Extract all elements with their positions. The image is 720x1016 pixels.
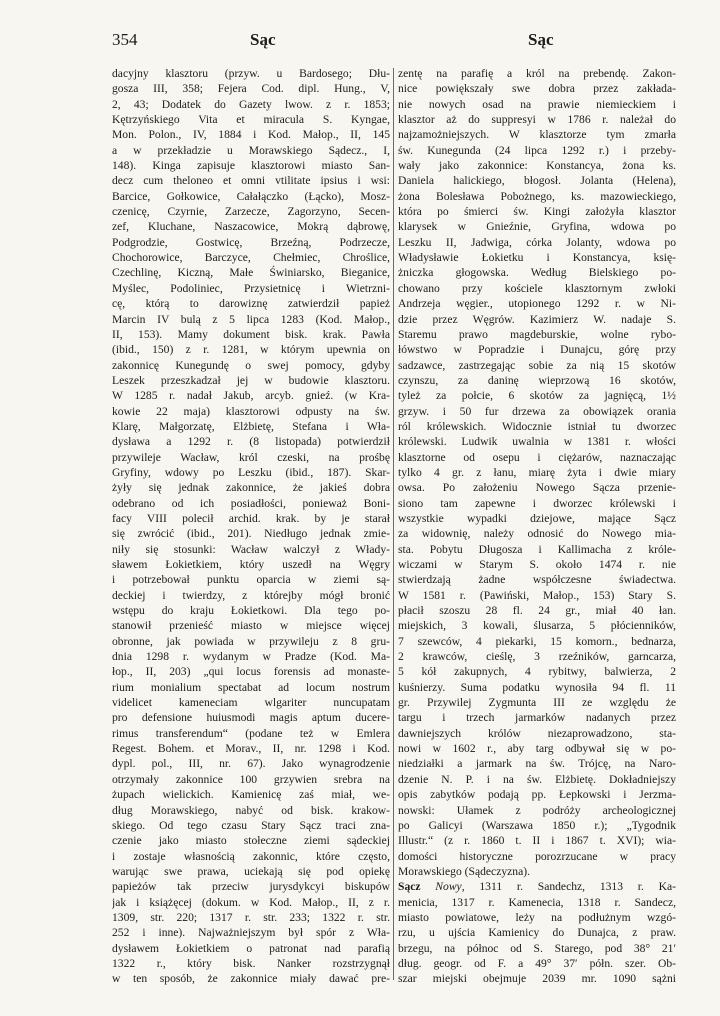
text-line: Regest. Bohem. et Morav., II, nr. 1298 i Kod.	[112, 742, 390, 756]
entry-headword: Sącz	[398, 880, 421, 894]
text-line: klasztor aż do suppresyi w 1786 r. należał do	[398, 113, 676, 127]
text-line: niły się stosunki: Wacław walczył z Włady-	[112, 542, 390, 556]
text-line: Barcice, Gołkowice, Całałączko (Łącko), Mosz-	[112, 189, 390, 203]
text-line: Władysławie Łokietku i Konstancya, księ-	[398, 251, 676, 265]
text-line: Daniela halickiego, błogosł. Jolanta (Helena),	[398, 174, 676, 188]
text-line: Staremu prawo magdeburskie, wolne rybo-	[398, 327, 676, 341]
text-line: po Galicyi (Warszawa 1850 r.); „Tygodnik	[398, 818, 676, 832]
text-line: obronne, jak powiada w przywileju z 8 gru-	[112, 634, 390, 648]
text-line: Mon. Polon., IV, 1884 i Kod. Małop., II, 145	[112, 128, 390, 142]
text-line: kuśnierzy. Suma podatku wynosiła 94 fl. 11	[398, 680, 676, 694]
entry-subtitle: Nowy	[435, 880, 462, 894]
text-line: deckiej i twierdzy, z którejby mógł bronić	[112, 588, 390, 602]
text-line: dysława a 1292 r. (8 listopada) potwierdził	[112, 435, 390, 449]
left-column-text	[112, 66, 390, 1006]
text-line: zef, Kluchane, Naszacowice, Mokrą dąbrowę,	[112, 220, 390, 234]
text-line: Myślec, Podoliniec, Przysietnicę i Wietrzni-	[112, 281, 390, 295]
text-line: W 1581 r. (Pawiński, Małop., 153) Stary S.	[398, 588, 676, 602]
text-line: klarysek w Gnieźnie, Gryfina, wdowa po	[398, 220, 676, 234]
text-line: Podgrodzie, Gostwicę, Brzeźną, Podrzecze,	[112, 235, 390, 249]
text-line: dysławem Łokietkiem o patronat nad parafią	[112, 941, 390, 955]
text-line: owsa. Po założeniu Nowego Sącza przenie-	[398, 481, 676, 495]
text-line: facy VIII polecił archid. krak. by je starał	[112, 511, 390, 525]
text-line: odebrano od ich posiadłości, ponieważ Boni-	[112, 496, 390, 510]
text-line: najzamożniejszych. W klasztorze tym zmarła	[398, 128, 676, 142]
text-line: żupach wielickich. Kamienicę zaś miał, we-	[112, 788, 390, 802]
text-line: Chochorowice, Barczyce, Chełmiec, Chroślice,	[112, 251, 390, 265]
text-line: szar miejski obejmuje 2039 mr. 1090 sążni	[398, 972, 676, 986]
text-line: domości historyczne porozrzucane w pracy	[398, 849, 676, 863]
text-line: królewski. Ludwik uwalnia w 1381 r. włości	[398, 435, 676, 449]
text-line: w ten sposób, że zakonnice miały dawać pre-	[112, 972, 390, 986]
text-line: Kętrzyńskiego Vita et miracula S. Kyngae,	[112, 113, 390, 127]
text-line: a w przekładzie u Morawskiego Sądecz., I,	[112, 143, 390, 157]
text-line: czenicę, Czyrnie, Zarzecze, Zagorzyno, Secen-	[112, 205, 390, 219]
text-line: wały jako zakonnice: Konstancya, żona ks.	[398, 159, 676, 173]
text-line: Klarę, Małgorzatę, Elżbietę, Stefana i Wła-	[112, 419, 390, 433]
text-line: gosza III, 358; Fejera Cod. dipl. Hung., V,	[112, 82, 390, 96]
text-line: brzegu, na północ od S. Starego, pod 38° 21′	[398, 941, 676, 955]
text-line: 2, 43; Dodatek do Gazety lwow. z r. 1853;	[112, 97, 390, 111]
text-line: wszystkie wypadki dziejowe, mające Sącz	[398, 511, 676, 525]
page-number: 354	[112, 30, 138, 49]
text-line: stwierdzają żadne współczesne świadectwa.	[398, 573, 676, 587]
text-line: dzie przez Węgrów. Kazimierz W. nadaje S.	[398, 312, 676, 326]
text-line: targu i trzech jarmarków nadanych przez	[398, 711, 676, 725]
text-line: Marcin IV bulą z 5 lipca 1283 (Kod. Małop.,	[112, 312, 390, 326]
text-line: żona Bolesława Pobożnego, ks. mazowieckiego,	[398, 189, 676, 203]
text-line: dacyjny klasztoru (przyw. u Bardosego; Dłu-	[112, 67, 390, 80]
text-line: Leszku II, Jadwiga, córka Jolanty, wdowa po	[398, 235, 676, 249]
text-line: za widownię, należy odnosić do Nowego mia-	[398, 527, 676, 541]
text-line: skiego. Od tego czasu Stary Sącz traci zna-	[112, 818, 390, 832]
text-line: czynszu, za daninę wieprzową 16 skotów,	[398, 373, 676, 387]
text-line: 1309, str. 220; 1317 r. str. 233; 1322 r. str.	[112, 910, 390, 924]
text-line: rimus transferendum“ (podane też w Emlera	[112, 726, 390, 740]
text-line: Gryfiny, wdowy po Leszku (ibid., 187). Skar-	[112, 465, 390, 479]
running-title-left: Sąc	[250, 30, 276, 49]
text-line: cę, którą to darowiznę zatwierdził papież	[112, 297, 390, 311]
text-line: menicia, 1317 r. Kamenecia, 1318 r. Sandecz,	[398, 895, 676, 909]
text-line: 7 szewców, 4 piekarki, 15 komorn., bednarza,	[398, 634, 676, 648]
text-line: nowi w 1602 r., aby targ odbywał się w po-	[398, 742, 676, 756]
text-line: Leszek przeszkadzał jej w budowie klasztoru.	[112, 373, 390, 387]
text-line: Andrzeja węgier., utopionego 1292 r. w Ni-	[398, 297, 676, 311]
text-line: św. Kunegunda (24 lipca 1292 r.) i przeby-	[398, 143, 676, 157]
text-line: i potrzebował punktu oparcia w ziemi są-	[112, 573, 390, 587]
text-line: wiczami w Starym S. około 1474 r. nie	[398, 558, 676, 571]
text-line: videlicet kameneciam wlgariter nuncupatam	[112, 696, 390, 710]
text-line: żniczka głogowska. Według Bielskiego po-	[398, 266, 676, 280]
text-line: 1322 r., który bisk. Nanker rozstrzygnął	[112, 956, 390, 970]
text-line: dawniejszych królów niezaprowadzono, sta-	[398, 726, 676, 740]
text-line: opis zabytków podają pp. Łepkowski i Jerzma-	[398, 788, 676, 802]
text-line: dług. geogr. od F. a 49° 37′ półn. szer. Ob-	[398, 956, 676, 970]
text-line: rzu, u ujścia Kamienicy do Dunajca, z praw.	[398, 926, 676, 940]
right-column-text	[398, 66, 676, 1006]
text-line: niedziałki a jarmark na św. Trójcę, na Naro-	[398, 757, 676, 771]
text-line: która po śmierci św. Kingi założyła klasztor	[398, 205, 676, 219]
text-line: otrzymały zakonnice 100 grzywien srebra na	[112, 772, 390, 786]
text-line: łówstwo w Popradzie i Dunajcu, górę przy	[398, 343, 676, 357]
page-header	[112, 30, 682, 58]
text-line: 5 kół zakupnych, 4 rybitwy, balwierza, 2	[398, 665, 676, 679]
text-line: siono tam zapewne i dworzec królewski i	[398, 496, 676, 510]
text-line: ról królewskich. Widocznie istniał tu dworzec	[398, 419, 676, 433]
text-line: żyły się jednak zakonnice, że jakieś dobra	[112, 481, 390, 495]
text-line: Morawskiego (Sądeczyzna).	[398, 864, 530, 878]
entry-first-line: Sącz Nowy, 1311 r. Sandechz, 1313 r. Ka-	[398, 880, 676, 894]
text-line: łop., II, 203) „qui locus forensis ad monaste-	[112, 665, 390, 679]
text-line: czenie jako miasto stołeczne ziemi sądeckiej	[112, 834, 390, 848]
text-line: tylko 4 gr. z łanu, miarę żyta i dwie miary	[398, 465, 676, 479]
entry-line: 1311 r. Sandechz, 1313 r. Ka-	[479, 880, 676, 894]
text-line: sadzawce, zastrzegając sobie za nią 15 skotów	[398, 358, 676, 372]
text-line: Illustr.“ (z r. 1860 t. II i 1867 t. XVI); wia-	[398, 834, 676, 848]
text-line: przywileje Wacław, król czeski, na prośbę	[112, 450, 390, 464]
text-line: Czechlinę, Kiczną, Małe Świniarsko, Bieganice,	[112, 266, 390, 280]
text-line: sławem Łokietkiem, który uszedł na Węgry	[112, 558, 390, 571]
text-line: chowano przy kościele klasztornym zwłoki	[398, 281, 676, 295]
text-line: II, 153). Mamy dokument bisk. krak. Pawła	[112, 327, 390, 341]
text-line: 2 krawców, cieślę, 3 rzeźników, garncarza,	[398, 650, 676, 664]
text-line: jak i książęcej (dokum. w Kod. Małop., II, z r.	[112, 895, 390, 909]
text-line: papieżów tak przeciw jurysdykcyi biskupów	[112, 880, 390, 894]
text-line: stanowił przenieść miasto w miejsce więcej	[112, 619, 390, 633]
right-column-body	[398, 66, 676, 879]
text-line: płacił szoszu 28 fl. 24 gr., miał 40 łan.	[398, 604, 676, 618]
text-line: miasto powiatowe, leży na podłużnym wzgó-	[398, 910, 676, 924]
text-line: kowie 22 maja) klasztorowi odpusty na św.	[112, 404, 390, 418]
text-line: gr. Przywilej Zygmunta III ze względu że	[398, 696, 676, 710]
text-line: dzenie N. P. i na św. Elżbietę. Dokładniejszy	[398, 772, 676, 786]
text-line: wstępu do kraju Łokietkowi. Dla tego po-	[112, 604, 390, 618]
text-line: pro defensione huiusmodi magis aptum ducere-	[112, 711, 390, 725]
text-line: dług Morawskiego, nabyć od bisk. krakow-	[112, 803, 390, 817]
text-line: dnia 1298 r. wydanym w Pradze (Kod. Ma-	[112, 650, 390, 664]
entry-body	[398, 895, 676, 987]
text-line: 148). Kinga zapisuje klasztorowi miasto San-	[112, 159, 390, 173]
text-line: warując swe prawa, uciekają się pod opiekę	[112, 864, 390, 878]
text-line: nowski: Ułamek z podróży archeologicznej	[398, 803, 676, 817]
text-line: nice powiększały swe dobra przez zakłada-	[398, 82, 676, 96]
text-line: rium monialium spectabat ad locum nostrum	[112, 680, 390, 694]
text-line: nie nowych osad na prawie niemieckiem i	[398, 97, 676, 111]
text-line: decz cum theloneo et omni vtilitate ipsius i wsi:	[112, 174, 390, 188]
text-line: sta. Pobytu Długosza i Kallimacha z króle-	[398, 542, 676, 556]
text-line: zakonnicę Kunegundę o swej pomocy, gdyby	[112, 358, 390, 372]
text-line: W 1285 r. nadał Jakub, arcyb. gnieź. (w Kra-	[112, 389, 390, 403]
running-title-right: Sąc	[528, 30, 554, 49]
text-line: klasztorne od osepu i ciężarów, naznaczając	[398, 450, 676, 464]
text-line: zentę na parafię a król na prebendę. Zakon-	[398, 67, 676, 80]
text-line: grzyw. i 50 fur drzewa za obowiązek orania	[398, 404, 676, 418]
dictionary-entry-nowy-sacz	[398, 879, 676, 986]
text-line: i zostaje własnością zakonnic, które często,	[112, 849, 390, 863]
text-line: (ibid., 150) z r. 1281, w którym upewnia on	[112, 343, 390, 357]
text-line: dypl. pol., III, nr. 67). Jako wynagrodzenie	[112, 757, 390, 771]
text-line: się zwrócić (ibid., 201). Niedługo jednak zmie-	[112, 527, 390, 541]
text-line: tyleż za połcie, 6 skotów za jagnięcą, 1½	[398, 389, 676, 403]
column-divider	[393, 68, 394, 980]
text-line: 252 i inne). Najważniejszym był spór z Wła-	[112, 926, 390, 940]
text-line: miejskich, 3 kowali, ślusarza, 5 płócienników,	[398, 619, 676, 633]
